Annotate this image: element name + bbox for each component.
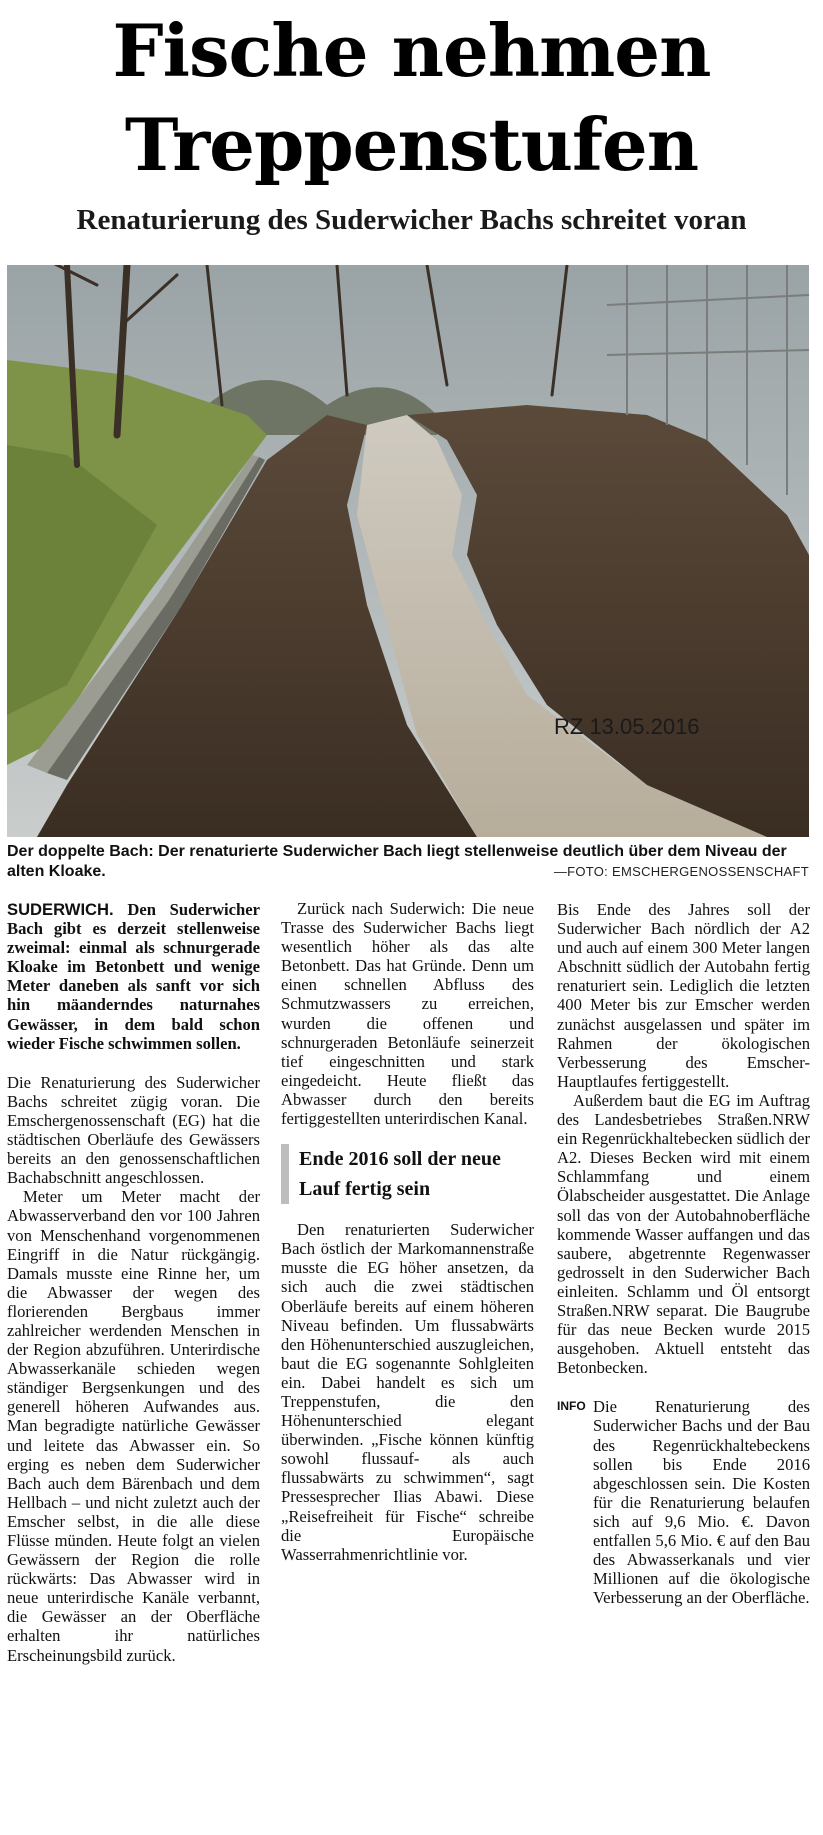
paragraph-1: Die Renaturierung des Suderwicher Bachs schreitet zügig voran. Die Emschergenossenschaft (EG) hat die städtischen Oberläufe des Gewässers bereits an den genossenschaftlichen Bachabschnitt angeschlossen. (7, 1072, 260, 1188)
info-text: Die Renaturierung des Suderwicher Bachs und der Bau des Regenrückhaltebeckens sollen bis Ende 2016 abgeschlossen sein. Die Kosten für die Renaturierung belaufen sich auf 9,6 Mio. €. Davon entfallen 5,6 Mio. € auf den Bau des Abwasserkanals und vier Millionen auf die ökologische Verbesserung an der Oberfläche. (593, 1397, 810, 1608)
paragraph-4: Den renaturierten Suderwicher Bach östlich der Markomannenstraße musste die EG höher ansetzen, da sich auch die zwei städtischen Oberläufe bereits auf einem höheren Niveau befinden. Um flussabwärts den Höhenunterschied auszugleichen, baut die EG sogenannte Sohlgleiten ein. Dabei handelt es sich um Treppenstufen, die den Höhenunterschied elegant überwinden. „Fische können künftig sowohl flussauf- als auch flussabwärts zu schwimmen“, sagt Pressesprecher Ilias Abawi. Diese „Reisefreiheit für Fische“ schreibe die Europäische Wasserrahmenrichtlinie vor. (281, 1220, 534, 1564)
lead-text: Den Suderwicher Bach gibt es derzeit stellenweise zweimal: einmal als schnurgerade Kloake im Betonbett und wenige Meter daneben als sanft vor sich hin mäanderndes naturnahes Gewässer, in dem bald schon wieder Fische schwimmen sollen. (7, 900, 260, 1053)
article-column-2 (281, 899, 534, 1564)
subheadline: Renaturierung des Suderwicher Bachs schreitet voran (76, 204, 747, 236)
photo-caption: Der doppelte Bach: Der renaturierte Suderwicher Bach liegt stellenweise deutlich über dem Niveau der alten Kloake. (7, 843, 787, 880)
photo-date-stamp: RZ 13.05.2016 (554, 714, 700, 739)
subheading-text: Ende 2016 soll der neue Lauf fertig sein (299, 1148, 501, 1201)
headline-line-1: Fische nehmen (112, 8, 711, 93)
stream-landscape-image (7, 265, 809, 837)
subheading-bar (281, 1144, 289, 1204)
article-column-3 (557, 900, 810, 1607)
article-lead (7, 900, 260, 1053)
headline (0, 4, 823, 192)
paragraph-6: Außerdem baut die EG im Auftrag des Landesbetriebes Straßen.NRW ein Regenrückhaltebecken südlich der A2. Dieses Becken wird mit einem Schlammfang und einem Ölabscheider ausgestattet. Die Anlage soll das von der Autobahnoberfläche kommende Wasser auffangen und das saubere, abgetrennte Regenwasser gedrosselt in den Suderwicher Bach einleiten. Schlamm und Öl entsorgt Straßen.NRW separat. Die Baugrube für das neue Becken wurde 2015 ausgehoben. Aktuell entsteht das Betonbecken. (557, 1090, 810, 1378)
dateline: SUDERWICH. (7, 900, 114, 919)
article-column-1 (7, 900, 260, 1665)
paragraph-5: Bis Ende des Jahres soll der Suderwicher Bach nördlich der A2 und auch auf einem 300 Meter langen Abschnitt südlich der Autobahn fertig renaturiert sein. Lediglich die letzten 400 Meter bis zur Emscher werden zunächst ausgelassen und später im Rahmen der ökologischen Verbesserung des Emscher-Hauptlaufes fertiggestellt. (557, 900, 810, 1091)
section-subheading (281, 1144, 534, 1204)
headline-line-2: Treppenstufen (124, 102, 699, 187)
photo-credit: —FOTO: EMSCHERGENOSSENSCHAFT (553, 864, 809, 879)
paragraph-2: Meter um Meter macht der Abwasserverband den vor 100 Jahren von Menschenhand vorgenommenen Eingriff in die Natur rückgängig. Damals musste eine Rinne her, um die Abwasser der wegen des florierenden Bergbaus immer zahlreicher werdenden Menschen in der Region abzuführen. Unterirdische Abwasserkanäle schieden wegen ständiger Bergsenkungen und des generell höheren Aufwandes aus. Man begradigte natürliche Gewässer und leitete das Abwasser ein. So erging es neben dem Suderwicher Bach auch dem Bärenbach und dem Hellbach – und nicht zuletzt auch der Emscher selbst, in die alle diese Flüsse münden. Heute folgt an vielen Gewässern der Region die rolle rückwärts: Das Abwasser wird in neue unterirdische Kanäle verbannt, die Gewässer an der Oberfläche erhalten ihr natürliches Erscheinungsbild zurück. (7, 1187, 260, 1665)
info-label: INFO (557, 1399, 586, 1414)
news-photo (7, 265, 809, 837)
info-box (557, 1397, 810, 1607)
paragraph-3: Zurück nach Suderwich: Die neue Trasse des Suderwicher Bachs liegt wesentlich höher als das alte Betonbett. Das hat Gründe. Denn um einen schnellen Abfluss des Schmutzwassers zu erreichen, wurden die offenen und schnurgeraden Betonläufe seinerzeit tief eingeschnitten und stark eingedeicht. Heute fließt das Abwasser durch den bereits fertiggestellten unterirdischen Kanal. (281, 899, 534, 1129)
